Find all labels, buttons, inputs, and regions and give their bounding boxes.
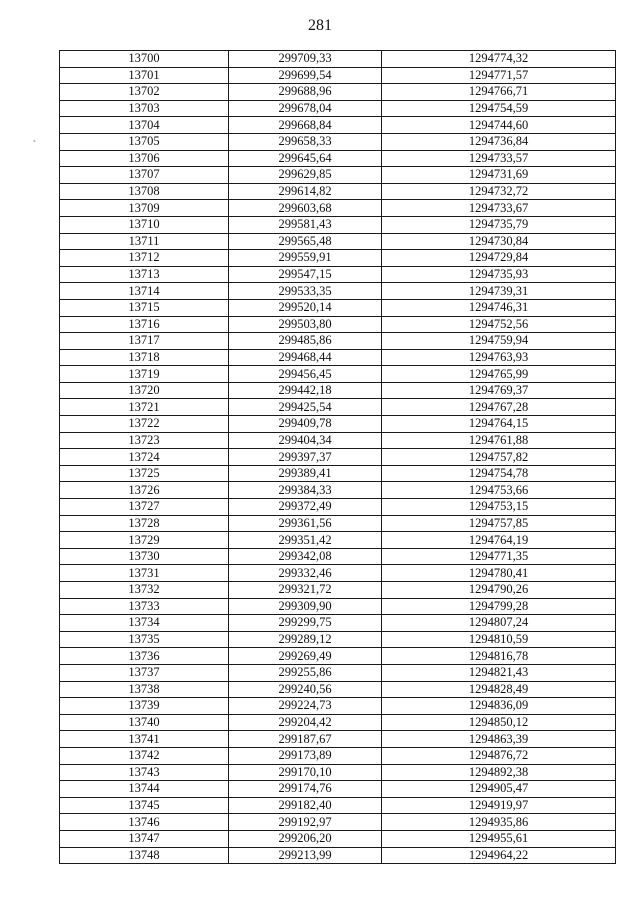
table-row	[60, 117, 616, 134]
x-coordinate-cell: 299688,96	[229, 84, 382, 101]
x-coordinate-cell: 299342,08	[229, 548, 382, 565]
y-coordinate-cell: 1294767,28	[382, 399, 616, 416]
table-row	[60, 84, 616, 101]
table-row	[60, 698, 616, 715]
point-number-cell: 13746	[60, 814, 229, 831]
x-coordinate-cell: 299614,82	[229, 183, 382, 200]
table-row	[60, 449, 616, 466]
table-row	[60, 266, 616, 283]
point-number-cell: 13740	[60, 714, 229, 731]
x-coordinate-cell: 299213,99	[229, 847, 382, 864]
table-row	[60, 781, 616, 798]
x-coordinate-cell: 299299,75	[229, 615, 382, 632]
table-row	[60, 200, 616, 217]
x-coordinate-cell: 299182,40	[229, 797, 382, 814]
point-number-cell: 13720	[60, 382, 229, 399]
point-number-cell: 13735	[60, 631, 229, 648]
x-coordinate-cell: 299645,64	[229, 150, 382, 167]
point-number-cell: 13725	[60, 465, 229, 482]
table-row	[60, 250, 616, 267]
table-row	[60, 548, 616, 565]
point-number-cell: 13728	[60, 515, 229, 532]
point-number-cell: 13718	[60, 349, 229, 366]
x-coordinate-cell: 299668,84	[229, 117, 382, 134]
y-coordinate-cell: 1294807,24	[382, 615, 616, 632]
y-coordinate-cell: 1294736,84	[382, 133, 616, 150]
x-coordinate-cell: 299468,44	[229, 349, 382, 366]
point-number-cell: 13748	[60, 847, 229, 864]
x-coordinate-cell: 299565,48	[229, 233, 382, 250]
x-coordinate-cell: 299397,37	[229, 449, 382, 466]
y-coordinate-cell: 1294733,57	[382, 150, 616, 167]
table-row	[60, 615, 616, 632]
y-coordinate-cell: 1294733,67	[382, 200, 616, 217]
page-number: 281	[308, 17, 332, 34]
table-row	[60, 216, 616, 233]
x-coordinate-cell: 299678,04	[229, 100, 382, 117]
point-number-cell: 13712	[60, 250, 229, 267]
x-coordinate-cell: 299409,78	[229, 416, 382, 433]
table-row	[60, 764, 616, 781]
y-coordinate-cell: 1294757,85	[382, 515, 616, 532]
x-coordinate-cell: 299547,15	[229, 266, 382, 283]
y-coordinate-cell: 1294769,37	[382, 382, 616, 399]
y-coordinate-cell: 1294739,31	[382, 283, 616, 300]
table-row	[60, 714, 616, 731]
x-coordinate-cell: 299224,73	[229, 698, 382, 715]
table-row	[60, 432, 616, 449]
y-coordinate-cell: 1294764,15	[382, 416, 616, 433]
table-row	[60, 797, 616, 814]
x-coordinate-cell: 299255,86	[229, 664, 382, 681]
x-coordinate-cell: 299559,91	[229, 250, 382, 267]
point-number-cell: 13723	[60, 432, 229, 449]
table-row	[60, 681, 616, 698]
y-coordinate-cell: 1294892,38	[382, 764, 616, 781]
point-number-cell: 13711	[60, 233, 229, 250]
table-row	[60, 499, 616, 516]
x-coordinate-cell: 299173,89	[229, 747, 382, 764]
x-coordinate-cell: 299204,42	[229, 714, 382, 731]
point-number-cell: 13722	[60, 416, 229, 433]
y-coordinate-cell: 1294780,41	[382, 565, 616, 582]
table-row	[60, 648, 616, 665]
x-coordinate-cell: 299603,68	[229, 200, 382, 217]
point-number-cell: 13743	[60, 764, 229, 781]
x-coordinate-cell: 299289,12	[229, 631, 382, 648]
x-coordinate-cell: 299332,46	[229, 565, 382, 582]
y-coordinate-cell: 1294753,15	[382, 499, 616, 516]
x-coordinate-cell: 299174,76	[229, 781, 382, 798]
table-row	[60, 382, 616, 399]
point-number-cell: 13715	[60, 299, 229, 316]
y-coordinate-cell: 1294876,72	[382, 747, 616, 764]
point-number-cell: 13704	[60, 117, 229, 134]
table-row	[60, 747, 616, 764]
y-coordinate-cell: 1294754,78	[382, 465, 616, 482]
x-coordinate-cell: 299321,72	[229, 582, 382, 599]
x-coordinate-cell: 299361,56	[229, 515, 382, 532]
point-number-cell: 13719	[60, 366, 229, 383]
point-number-cell: 13726	[60, 482, 229, 499]
y-coordinate-cell: 1294905,47	[382, 781, 616, 798]
y-coordinate-cell: 1294730,84	[382, 233, 616, 250]
table-row	[60, 349, 616, 366]
y-coordinate-cell: 1294771,35	[382, 548, 616, 565]
x-coordinate-cell: 299485,86	[229, 333, 382, 350]
point-number-cell: 13739	[60, 698, 229, 715]
x-coordinate-cell: 299269,49	[229, 648, 382, 665]
x-coordinate-cell: 299709,33	[229, 51, 382, 68]
point-number-cell: 13705	[60, 133, 229, 150]
table-row	[60, 133, 616, 150]
table-row	[60, 515, 616, 532]
table-row	[60, 167, 616, 184]
point-number-cell: 13703	[60, 100, 229, 117]
table-row	[60, 565, 616, 582]
x-coordinate-cell: 299699,54	[229, 67, 382, 84]
y-coordinate-cell: 1294955,61	[382, 830, 616, 847]
table-row	[60, 830, 616, 847]
y-coordinate-cell: 1294757,82	[382, 449, 616, 466]
x-coordinate-cell: 299629,85	[229, 167, 382, 184]
y-coordinate-cell: 1294764,19	[382, 532, 616, 549]
y-coordinate-cell: 1294828,49	[382, 681, 616, 698]
y-coordinate-cell: 1294790,26	[382, 582, 616, 599]
point-number-cell: 13713	[60, 266, 229, 283]
y-coordinate-cell: 1294731,69	[382, 167, 616, 184]
point-number-cell: 13730	[60, 548, 229, 565]
x-coordinate-cell: 299351,42	[229, 532, 382, 549]
point-number-cell: 13700	[60, 51, 229, 68]
point-number-cell: 13707	[60, 167, 229, 184]
x-coordinate-cell: 299442,18	[229, 382, 382, 399]
x-coordinate-cell: 299170,10	[229, 764, 382, 781]
y-coordinate-cell: 1294919,97	[382, 797, 616, 814]
table-row	[60, 333, 616, 350]
x-coordinate-cell: 299404,34	[229, 432, 382, 449]
point-number-cell: 13706	[60, 150, 229, 167]
y-coordinate-cell: 1294771,57	[382, 67, 616, 84]
table-row	[60, 150, 616, 167]
point-number-cell: 13736	[60, 648, 229, 665]
y-coordinate-cell: 1294863,39	[382, 731, 616, 748]
y-coordinate-cell: 1294766,71	[382, 84, 616, 101]
y-coordinate-cell: 1294836,09	[382, 698, 616, 715]
point-number-cell: 13727	[60, 499, 229, 516]
point-number-cell: 13744	[60, 781, 229, 798]
table-row	[60, 814, 616, 831]
y-coordinate-cell: 1294964,22	[382, 847, 616, 864]
y-coordinate-cell: 1294763,93	[382, 349, 616, 366]
y-coordinate-cell: 1294799,28	[382, 598, 616, 615]
point-number-cell: 13737	[60, 664, 229, 681]
point-number-cell: 13708	[60, 183, 229, 200]
x-coordinate-cell: 299456,45	[229, 366, 382, 383]
table-row	[60, 100, 616, 117]
point-number-cell: 13717	[60, 333, 229, 350]
y-coordinate-cell: 1294935,86	[382, 814, 616, 831]
y-coordinate-cell: 1294765,99	[382, 366, 616, 383]
point-number-cell: 13732	[60, 582, 229, 599]
table-row	[60, 283, 616, 300]
point-number-cell: 13716	[60, 316, 229, 333]
table-row	[60, 631, 616, 648]
y-coordinate-cell: 1294732,72	[382, 183, 616, 200]
table-row	[60, 67, 616, 84]
y-coordinate-cell: 1294850,12	[382, 714, 616, 731]
x-coordinate-cell: 299520,14	[229, 299, 382, 316]
coordinates-table	[59, 50, 616, 864]
point-number-cell: 13702	[60, 84, 229, 101]
point-number-cell: 13733	[60, 598, 229, 615]
table-row	[60, 51, 616, 68]
table-row	[60, 183, 616, 200]
table-row	[60, 598, 616, 615]
x-coordinate-cell: 299206,20	[229, 830, 382, 847]
table-row	[60, 299, 616, 316]
y-coordinate-cell: 1294746,31	[382, 299, 616, 316]
y-coordinate-cell: 1294735,93	[382, 266, 616, 283]
x-coordinate-cell: 299658,33	[229, 133, 382, 150]
x-coordinate-cell: 299581,43	[229, 216, 382, 233]
y-coordinate-cell: 1294754,59	[382, 100, 616, 117]
point-number-cell: 13731	[60, 565, 229, 582]
table-row	[60, 731, 616, 748]
table-row	[60, 316, 616, 333]
table-row	[60, 399, 616, 416]
x-coordinate-cell: 299240,56	[229, 681, 382, 698]
x-coordinate-cell: 299389,41	[229, 465, 382, 482]
point-number-cell: 13729	[60, 532, 229, 549]
point-number-cell: 13745	[60, 797, 229, 814]
x-coordinate-cell: 299187,67	[229, 731, 382, 748]
y-coordinate-cell: 1294774,32	[382, 51, 616, 68]
table-row	[60, 532, 616, 549]
x-coordinate-cell: 299503,80	[229, 316, 382, 333]
y-coordinate-cell: 1294810,59	[382, 631, 616, 648]
table-row	[60, 664, 616, 681]
y-coordinate-cell: 1294735,79	[382, 216, 616, 233]
point-number-cell: 13714	[60, 283, 229, 300]
point-number-cell: 13742	[60, 747, 229, 764]
table-row	[60, 416, 616, 433]
y-coordinate-cell: 1294752,56	[382, 316, 616, 333]
x-coordinate-cell: 299533,35	[229, 283, 382, 300]
y-coordinate-cell: 1294729,84	[382, 250, 616, 267]
table-row	[60, 233, 616, 250]
table-row	[60, 847, 616, 864]
y-coordinate-cell: 1294761,88	[382, 432, 616, 449]
point-number-cell: 13710	[60, 216, 229, 233]
point-number-cell: 13747	[60, 830, 229, 847]
y-coordinate-cell: 1294753,66	[382, 482, 616, 499]
x-coordinate-cell: 299309,90	[229, 598, 382, 615]
y-coordinate-cell: 1294759,94	[382, 333, 616, 350]
table-row	[60, 482, 616, 499]
x-coordinate-cell: 299372,49	[229, 499, 382, 516]
table-row	[60, 465, 616, 482]
y-coordinate-cell: 1294744,60	[382, 117, 616, 134]
coordinates-table-body	[60, 51, 616, 864]
point-number-cell: 13734	[60, 615, 229, 632]
point-number-cell: 13738	[60, 681, 229, 698]
y-coordinate-cell: 1294821,43	[382, 664, 616, 681]
point-number-cell: 13701	[60, 67, 229, 84]
x-coordinate-cell: 299384,33	[229, 482, 382, 499]
x-coordinate-cell: 299425,54	[229, 399, 382, 416]
y-coordinate-cell: 1294816,78	[382, 648, 616, 665]
point-number-cell: 13721	[60, 399, 229, 416]
x-coordinate-cell: 299192,97	[229, 814, 382, 831]
table-row	[60, 366, 616, 383]
point-number-cell: 13741	[60, 731, 229, 748]
margin-mark: ˛	[33, 132, 37, 143]
point-number-cell: 13709	[60, 200, 229, 217]
point-number-cell: 13724	[60, 449, 229, 466]
table-row	[60, 582, 616, 599]
